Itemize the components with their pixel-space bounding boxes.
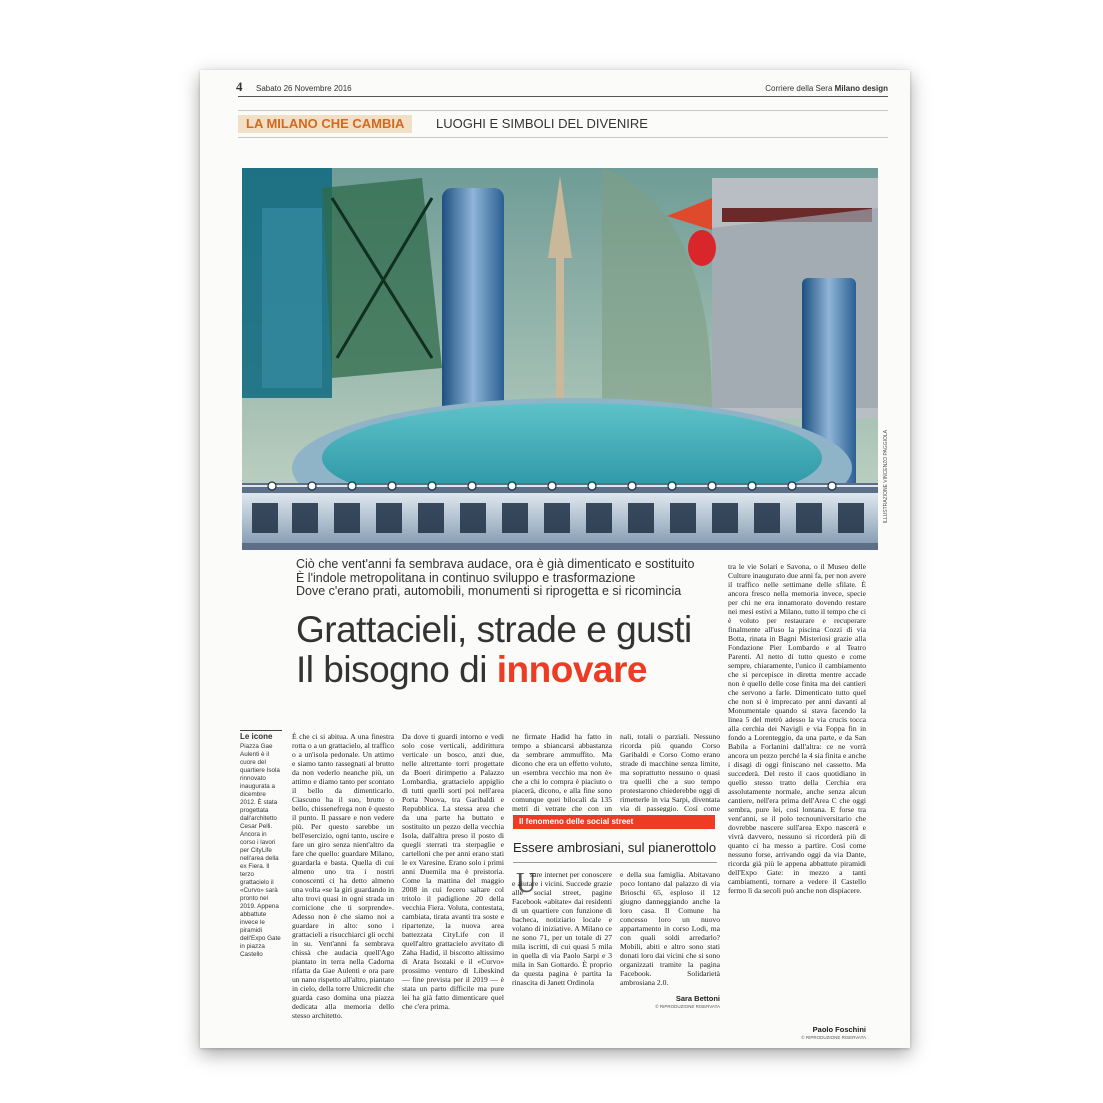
headline-line-1: Grattacieli, strade e gusti [296,609,692,650]
dropcap: U [516,868,537,899]
sidebar-text: Piazza Gae Aulenti è il cuore del quartiere Isola rinnovato inaugurata a dicembre 2012. È stata progettata dall'architetto Cesar Pelli. Ancora in corso i lavori per CityLife nell'area della ex Fiera. Il terzo grattacielo il «Curvo» sarà pronto nel 2019. Appena abbattute invece le piramidi dell'Expo Gate in piazza Castello [240,743,281,958]
newspaper-page [200,70,910,1048]
sidebar-box [240,730,282,959]
article-column-4: nali, totali o parziali. Nessuno ricorda più quando Corso Garibaldi e Corso Como erano strade di macchine senza limite, ma soprattutto nessuno o quasi tra quelli che a suo tempo protestarono chiederebbe oggi di rimetterle in via Sarpi, diventata via di passeggio. Così come [620,732,720,812]
article-byline: Paolo Foschini [812,1025,866,1034]
headline-line-2: Il bisogno di innovare [296,649,647,690]
subheadline [296,558,716,599]
collage-illustration [242,168,878,550]
subheadline-line: Dove c'erano prati, automobili, monumenti si riprogetta e si ricomincia [296,584,682,598]
boxed-story-tag: Il fenomeno delle social street [513,815,715,829]
boxed-story-rule [513,862,717,863]
boxed-story-column-2: e della sua famiglia. Abitavano poco lontano dal palazzo di via Brioschi 65, esploso il 12 giugno danneggiando anche la loro casa. Il Comune ha concesso loro un nuovo appartamento in corso Lodi, ma con quali soldi arredarlo? Mobili, abiti e altro sono stati donati loro dai vicini che si sono organizzati tramite la pagina Facebook. Solidarietà ambrosiana 2.0. [620,870,720,987]
sidebar-title: Le icone [240,730,282,741]
boxed-story-byline: Sara Bettoni [675,994,720,1003]
article-column-5: tra le vie Solari e Savona, o il Museo delle Culture inaugurato due anni fa, per non avere il traffico nelle settimane delle sfilate. È ancora fresco nella memoria invece, specie per chi ne era innamorato dovendo restare nei mesi estivi a Milano, tutto il tempo che ci è voluto per restaurare e recuperare finalmente all'uso la piscina Cozzi di via Botta, rinata in Bagni Misteriosi grazie alla Fondazione Pier Lombardo e al Teatro Parenti. Al netto di tutto questo e come sempre, chiaramente, l'unico il cambiamento che si percepisce in diretta mentre accade non è quello delle cose finita ma dei cantieri che servono a farle. Dimenticato tutto quel che non si è imprecato per anni davanti al Monumentale quando si stava facendo la linea 5 del metrò adesso la via crucis tocca alla cerchia dei Navigli e via Foppa fin in fondo a Lorenteggio, da una parte, e da San Babila a Forlanini dall'altra: ce ne vorrà ancora un pezzo perché la 4 sia finita e anche i disagi di oggi finiscano nel cassetto. Ma succederà. Del resto il caos quotidiano in quello stesso tratto della Cerchia era assolutamente normale, anche senza alcun cantiere, nell'era prima dell'Area C che oggi sembra, pure lei, così lontana. E forse tra vent'anni, se il polo tecnouniversitario che dovrebbe nascere sull'area Expo nascerà e vivrà davvero, nessuno si ricorderà più di quanto ci ha messo a partire. Così come nessuno forse, arrivando oggi da via Dante, ricorda già più le appena abbattute piramidi dell'Expo Gate: in mezzo a tanti cambiamenti, tornare a vedere il Castello fermo lì da secoli può anche non dispiacere. [728,562,866,895]
publication-name: Corriere della Sera Milano design [765,84,888,93]
issue-date: Sabato 26 Novembre 2016 [256,84,352,93]
headline [296,610,726,690]
article-column-3: ne firmate Hadid ha fatto in tempo a sbiancarsi abbastanza da sembrare ammuffito. Ma dicono che era un effetto voluto, un «sembra vecchio ma non è» che a chi lo compra è piaciuto o piacerà, dicono, e alla fine sono comunque quei bilocali da 135 metri di vetrate che con un [512,732,612,812]
boxed-story-rights: © RIPRODUZIONE RISERVATA [655,1004,720,1009]
illustration-credit: ILLUSTRAZIONE VINCENZO PAGGIOLA [883,430,889,524]
headline-accent: innovare [496,649,647,690]
boxed-story-title: Essere ambrosiani, sul pianerottolo [513,840,717,855]
subheadline-line: Ciò che vent'anni fa sembrava audace, ora è già dimenticato e sostituito [296,557,695,571]
article-column-2: Da dove ti guardi intorno e vedi solo cose verticali, addirittura verticale un bosco, anzi due, nelle altrettante torri progettate da Boeri dirimpetto a Palazzo Lombardia, grattacielo appiglio di tutti quelli sorti poi nell'area Porta Nuova, tra Garibaldi e Repubblica. La stessa area che da una parte ha buttato e sostituito un pezzo della vecchia Isola, dall'altra preso il posto di quegli sterrati tra sterpaglie e cartelloni che per anni erano stati le ex Varesine. Erano solo i primi anni Duemila ma è preistoria. Come la mattina del maggio 2008 in cui fecero saltare col tritolo il padiglione 20 della vecchia Fiera. Voluta, contestata, cambiata, tirata avanti tra soste e ripartenze, la nuova area battezzata CityLife con il quell'altro grattacielo avvitato di Zaha Hadid, il biscotto altissimo di Arata Isozaki e il «Curvo» prossimo venturo di Libeskind — fine prevista per il 2019 — è stata un parto difficile ma pure lei ha già fatto dimenticare quel che c'era prima. [402,732,504,1011]
section-tag: LA MILANO CHE CAMBIA [238,115,412,133]
page-folio [236,79,888,97]
article-rights: © RIPRODUZIONE RISERVATA [801,1035,866,1040]
page-number: 4 [236,79,243,94]
section-subtitle: LUOGHI E SIMBOLI DEL DIVENIRE [436,116,648,131]
boxed-story-column-1: sare internet per conoscere e aiutare i vicini. Succede grazie alle social street, pagine Facebook «abitate» dai residenti di un quartiere con funzione di bacheca, notiziario locale e volano di iniziative. A Milano ce ne sono 71, per un totale di 27 mila iscritti, di cui quasi 5 mila in quella di via Paolo Sarpi e 3 mila in San Gottardo. È proprio da questa pagina è partita la rinascita di Janett Ordinola [512,870,612,987]
subheadline-line: È l'indole metropolitana in continuo sviluppo e trasformazione [296,570,636,585]
section-header [238,110,888,138]
article-column-1: È che ci si abitua. A una finestra rotta o a un grattacielo, al traffico o a un'isola pedonale. Un attimo e siamo tanto rassegnati al brutto da non vederlo neanche più, un attimo e diamo tanto per scontato il bello da dimenticarlo. Ciascuno ha il suo, brutto o bello, chissenefrega non è questo il punto. Il passare e non vedere più. Per questo sarebbe un bell'esercizio, ogni tanto, uscire e fare un giro senza nient'altro da fare che quello: guardare Milano, guardarla e basta. Quella di cui almeno uno tra i nostri conoscenti ci ha detto almeno una volta «se la giri guardando in alto trovi quasi in ogni strada un cornicione che ti sorprende». Adesso non è che siamo noi a guardare in alto: sono i grattacieli a risucchiarci gli occhi in su. Vent'anni fa sembrava chissà che audacia quell'Ago piantato in terra nella Cadorna rifatta da Gae Aulenti e ora pare un nano rispetto all'altro, piantato in cielo, della torre Unicredit che guarda caso domina una piazza dedicata alla memoria dello stesso architetto. [292,732,394,1020]
